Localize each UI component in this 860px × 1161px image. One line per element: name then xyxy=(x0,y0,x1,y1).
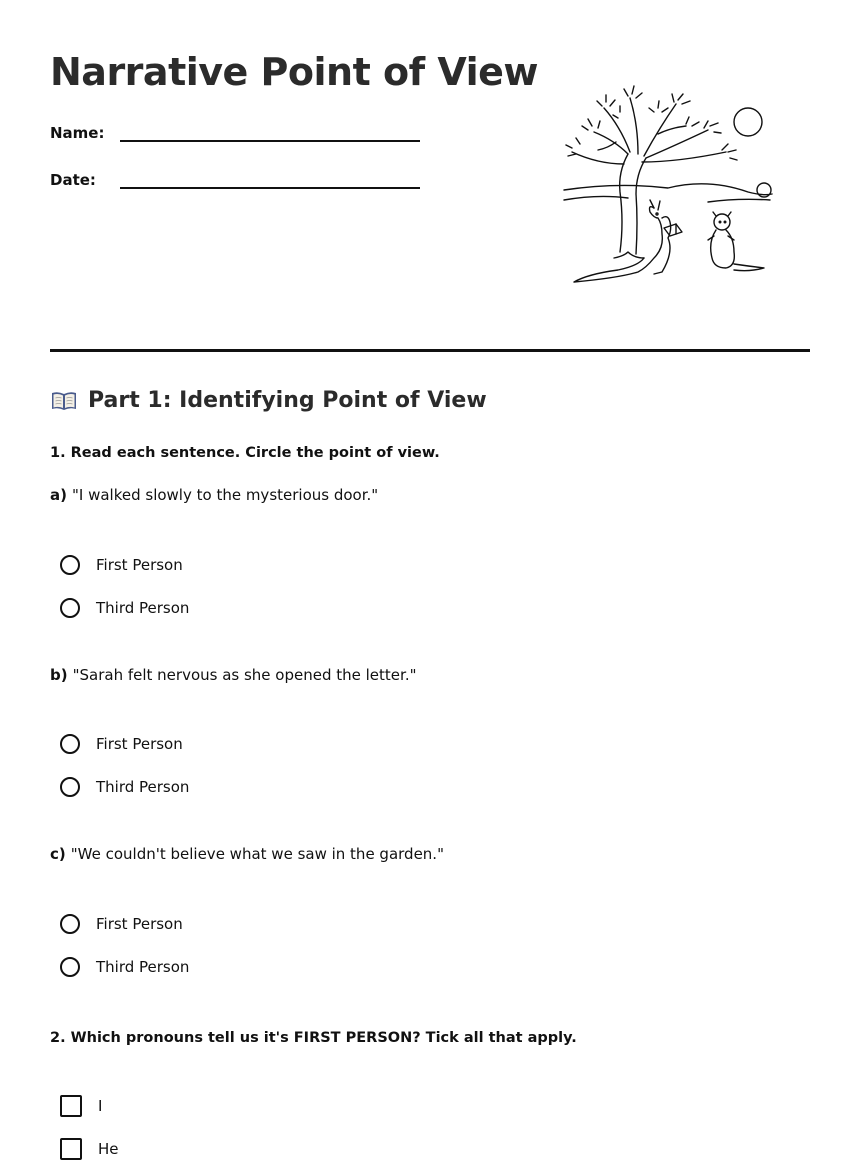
sentence-c xyxy=(50,845,444,863)
option-label: Third Person xyxy=(96,958,190,976)
question-1-prompt: 1. Read each sentence. Circle the point of view. xyxy=(50,445,440,461)
date-field xyxy=(50,167,420,189)
part1-title: Part 1: Identifying Point of View xyxy=(88,388,487,413)
radio-circle[interactable] xyxy=(60,957,80,977)
radio-circle[interactable] xyxy=(60,777,80,797)
sentence-letter: c) xyxy=(50,845,66,863)
radio-circle[interactable] xyxy=(60,734,80,754)
option-label: He xyxy=(98,1140,119,1158)
section-divider xyxy=(50,349,810,352)
worksheet-title: Narrative Point of View xyxy=(50,50,538,94)
sentence-letter: b) xyxy=(50,666,68,684)
option-a-first-person[interactable] xyxy=(60,555,183,575)
option-label: Third Person xyxy=(96,778,190,796)
checkbox-box[interactable] xyxy=(60,1138,82,1160)
option-a-third-person[interactable] xyxy=(60,598,189,618)
sentence-text: "We couldn't believe what we saw in the garden." xyxy=(70,845,444,863)
sentence-letter: a) xyxy=(50,486,67,504)
name-input-line[interactable] xyxy=(120,120,420,142)
option-b-third-person[interactable] xyxy=(60,777,189,797)
option-label: First Person xyxy=(96,735,183,753)
radio-circle[interactable] xyxy=(60,555,80,575)
sentence-a xyxy=(50,486,378,504)
open-book-icon xyxy=(50,390,78,412)
sentence-text: "Sarah felt nervous as she opened the letter." xyxy=(72,666,417,684)
checkbox-option-i[interactable] xyxy=(60,1095,102,1117)
option-label: First Person xyxy=(96,556,183,574)
name-field xyxy=(50,120,420,142)
sentence-text: "I walked slowly to the mysterious door." xyxy=(71,486,379,504)
part1-heading xyxy=(50,388,487,413)
radio-circle[interactable] xyxy=(60,598,80,618)
radio-circle[interactable] xyxy=(60,914,80,934)
name-label: Name: xyxy=(50,124,105,142)
checkbox-option-he[interactable] xyxy=(60,1138,119,1160)
date-input-line[interactable] xyxy=(120,167,420,189)
option-label: Third Person xyxy=(96,599,190,617)
question-2-prompt: 2. Which pronouns tell us it's FIRST PERSON? Tick all that apply. xyxy=(50,1030,577,1046)
tree-kangaroo-illustration xyxy=(558,82,778,292)
option-label: First Person xyxy=(96,915,183,933)
option-label: I xyxy=(98,1097,103,1115)
sentence-b xyxy=(50,666,417,684)
option-b-first-person[interactable] xyxy=(60,734,183,754)
option-c-third-person[interactable] xyxy=(60,957,189,977)
date-label: Date: xyxy=(50,171,96,189)
checkbox-box[interactable] xyxy=(60,1095,82,1117)
option-c-first-person[interactable] xyxy=(60,914,183,934)
